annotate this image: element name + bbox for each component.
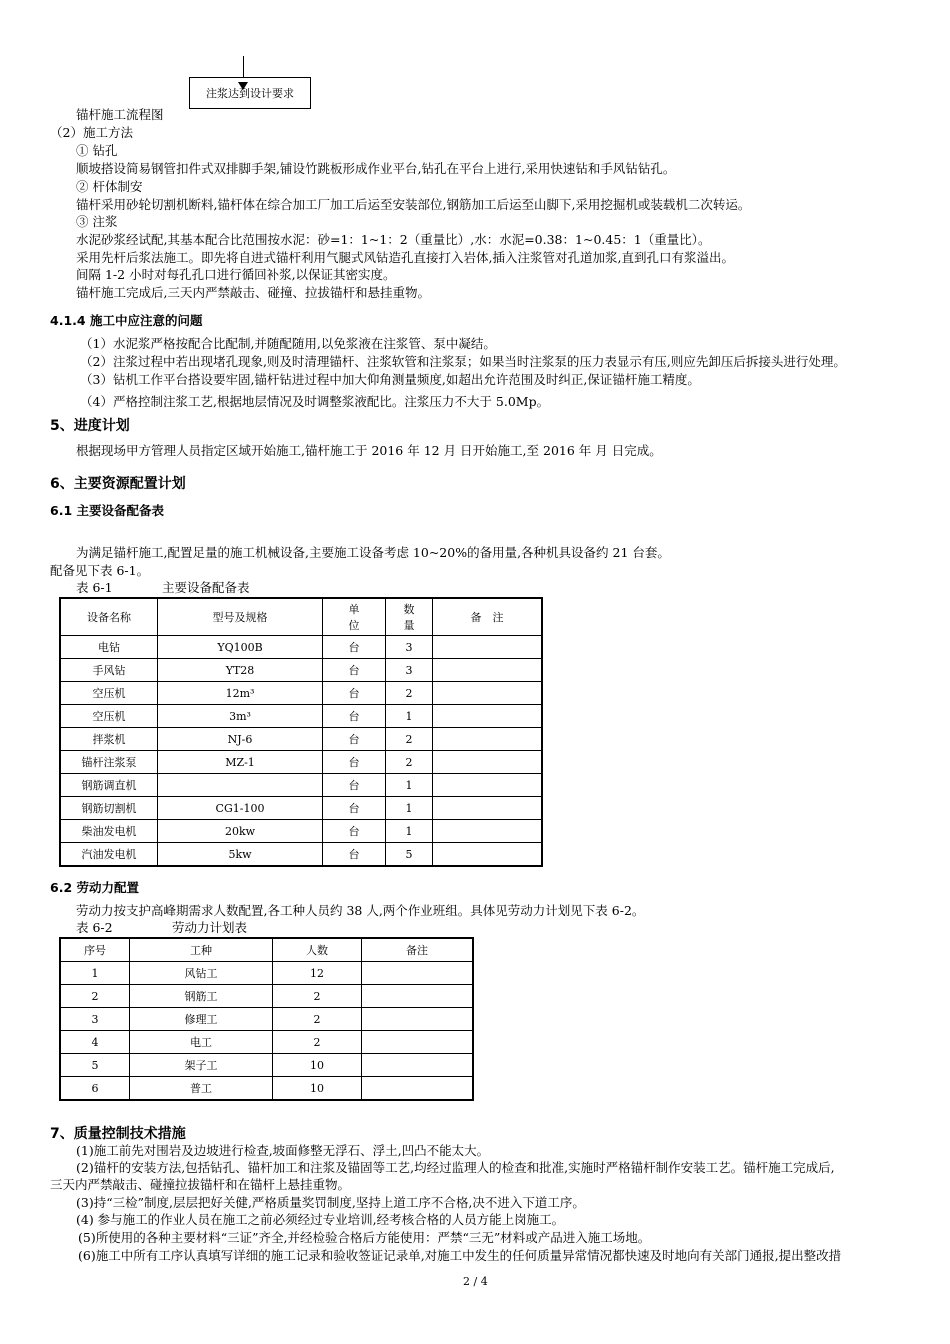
table-row: 汽油发电机 5kw 台 5	[60, 843, 542, 867]
grout-line-4: 锚杆施工完成后,三天内严禁敲击、碰撞、拉拔锚杆和悬挂重物。	[76, 285, 430, 300]
table-row: 5 架子工 10	[60, 1054, 473, 1077]
table-row: 空压机 12m³ 台 2	[60, 682, 542, 705]
grout-line-2: 采用先杆后浆法施工。即先将自进式锚杆利用气腿式风钻造孔直接打入岩体,插入注浆管对孔道加浆,直到孔口有浆溢出。	[76, 250, 734, 265]
table1-number: 表 6-1	[76, 580, 113, 595]
grout-line-1: 水泥砂浆经试配,其基本配合比范围按水泥：砂=1：1~1：2（重量比）,水：水泥=0.38：1~0.45：1（重量比）。	[76, 232, 711, 247]
col-equip-unit: 单 位	[323, 598, 386, 636]
table-row: 拌浆机 NJ-6 台 2	[60, 728, 542, 751]
table-row: 2 钢筋工 2	[60, 985, 473, 1008]
table1-title: 主要设备配备表	[162, 580, 250, 595]
quality-item-5: (5)所使用的各种主要材料“三证”齐全,并经检验合格后方能使用：严禁“三无”材料或产品进入施工场地。	[78, 1230, 651, 1245]
section-7-title: 7、质量控制技术措施	[50, 1126, 186, 1142]
col-equip-name: 设备名称	[60, 598, 158, 636]
table-row: 锚杆注浆泵 MZ-1 台 2	[60, 751, 542, 774]
drill-text: 顺坡搭设简易钢管扣件式双排脚手架,铺设竹跳板形成作业平台,钻孔在平台上进行,采用快速钻和手风钻钻孔。	[76, 161, 676, 176]
col-equip-remark: 备 注	[433, 598, 543, 636]
quality-item-6: (6)施工中所有工序认真填写详细的施工记录和验收签证记录单,对施工中发生的任何质量异常情况都快速及时地向有关部门通报,提出整改措	[78, 1248, 842, 1263]
quality-item-4: (4) 参与施工的作业人员在施工之前必须经过专业培训,经考核合格的人员方能上岗施工。	[76, 1212, 565, 1227]
col-labor-remark: 备注	[362, 938, 474, 962]
table-row: 手风钻 YT28 台 3	[60, 659, 542, 682]
note-item-1: （1）水泥浆严格按配合比配制,并随配随用,以免浆液在注浆管、泵中凝结。	[80, 336, 496, 351]
flow-box-label: 注浆达到设计要求	[206, 87, 294, 100]
col-equip-model: 型号及规格	[158, 598, 323, 636]
table-row: 1 风钻工 12	[60, 962, 473, 985]
table-row: 电钻 YQ100B 台 3	[60, 636, 542, 659]
section-414-title: 4.1.4 施工中应注意的问题	[50, 313, 203, 328]
drill-title: ① 钻孔	[76, 143, 118, 158]
col-labor-count: 人数	[273, 938, 362, 962]
section-62-text: 劳动力按支护高峰期需求人数配置,各工种人员约 38 人,两个作业班组。具体见劳动力计划见下表 6-2。	[76, 903, 645, 918]
table2-number: 表 6-2	[76, 920, 113, 935]
table-row: 4 电工 2	[60, 1031, 473, 1054]
section-62-title: 6.2 劳动力配置	[50, 880, 139, 895]
flowchart-caption: 锚杆施工流程图	[76, 107, 164, 122]
section-61-text-1: 为满足锚杆施工,配置足量的施工机械设备,主要施工设备考虑 10~20%的备用量,各种机具设备约 21 台套。	[76, 545, 670, 560]
rod-text: 锚杆采用砂轮切割机断料,锚杆体在综合加工厂加工后运至安装部位,钢筋加工后运至山脚下,采用挖掘机或装载机二次转运。	[76, 197, 751, 212]
table2-title: 劳动力计划表	[172, 920, 248, 935]
col-labor-no: 序号	[60, 938, 130, 962]
labor-table	[59, 937, 474, 1101]
section-61-title: 6.1 主要设备配备表	[50, 503, 164, 518]
table-row: 3 修理工 2	[60, 1008, 473, 1031]
note-item-4: （4）严格控制注浆工艺,根据地层情况及时调整浆液配比。注浆压力不大于 5.0Mp。	[80, 394, 550, 409]
table-row: 空压机 3m³ 台 1	[60, 705, 542, 728]
flow-arrow-line	[243, 56, 244, 78]
section-6-title: 6、主要资源配置计划	[50, 476, 186, 492]
page-number: 2 / 4	[463, 1275, 488, 1288]
table-row: 钢筋切割机 CG1-100 台 1	[60, 797, 542, 820]
rod-title: ② 杆体制安	[76, 179, 143, 194]
quality-item-3: (3)持“三检”制度,层层把好关健,严格质量奖罚制度,坚持上道工序不合格,决不进入下道工序。	[76, 1195, 585, 1210]
note-item-3: （3）钻机工作平台搭设要牢固,锚杆钻进过程中加大仰角测量频度,如超出允许范围及时纠正,保证锚杆施工精度。	[80, 372, 700, 387]
flow-box	[189, 77, 311, 109]
table-row: 钢筋调直机 台 1	[60, 774, 542, 797]
grout-title: ③ 注浆	[76, 214, 118, 229]
section-61-text-2: 配备见下表 6-1。	[50, 563, 150, 578]
table-row: 柴油发电机 20kw 台 1	[60, 820, 542, 843]
method-title: （2）施工方法	[50, 125, 133, 140]
quality-item-2b: 三天内严禁敲击、碰撞拉拔锚杆和在锚杆上悬挂重物。	[50, 1177, 351, 1192]
section-5-text: 根据现场甲方管理人员指定区域开始施工,锚杆施工于 2016 年 12 月 日开始施工,至 2016 年 月 日完成。	[76, 443, 662, 458]
equipment-table	[59, 597, 543, 867]
quality-item-1: (1)施工前先对围岩及边坡进行检查,坡面修整无浮石、浮土,凹凸不能太大。	[76, 1143, 490, 1158]
table-row: 6 普工 10	[60, 1077, 473, 1101]
col-labor-trade: 工种	[130, 938, 273, 962]
col-equip-qty: 数 量	[386, 598, 433, 636]
note-item-2: （2）注浆过程中若出现堵孔现象,则及时清理锚杆、注浆软管和注浆泵；如果当时注浆泵的压力表显示有压,则应先卸压后拆接头进行处理。	[80, 354, 846, 369]
grout-line-3: 间隔 1-2 小时对每孔孔口进行循回补浆,以保证其密实度。	[76, 267, 396, 282]
quality-item-2a: (2)锚杆的安装方法,包括钻孔、锚杆加工和注浆及锚固等工艺,均经过监理人的检查和批准,实施时严格锚杆制作安装工艺。锚杆施工完成后,	[76, 1160, 835, 1175]
section-5-title: 5、进度计划	[50, 418, 130, 434]
